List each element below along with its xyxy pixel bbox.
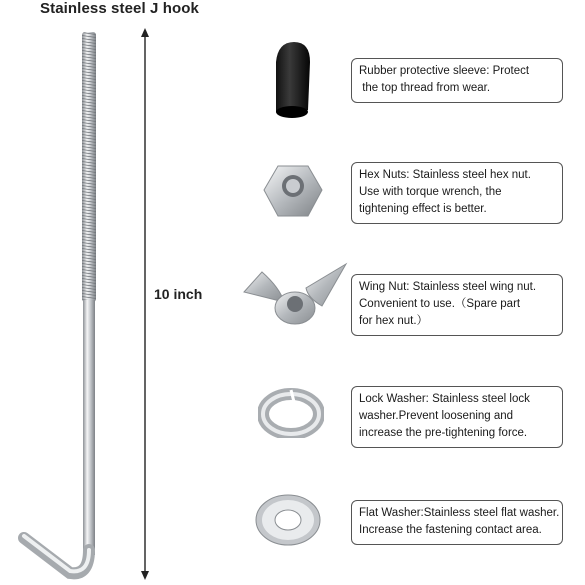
callout-line: washer.Prevent loosening and	[359, 410, 514, 422]
dimension-label: 10 inch	[154, 286, 203, 302]
callout-line: Flat Washer:Stainless steel flat washer.	[359, 507, 560, 519]
callout-line: Rubber protective sleeve: Protect	[359, 65, 530, 77]
dimension-arrow	[138, 28, 152, 580]
callout-line: Use with torque wrench, the	[359, 186, 502, 198]
callout-hex-nut	[351, 162, 563, 224]
product-title: Stainless steel J hook	[40, 0, 199, 17]
callout-line: for hex nut.）	[359, 315, 429, 327]
callout-flat-washer	[351, 500, 563, 545]
callout-line: tightening effect is better.	[359, 203, 487, 215]
callout-line: the top thread from wear.	[359, 82, 491, 94]
lock-washer-image	[258, 388, 324, 438]
rubber-sleeve-image	[270, 40, 315, 120]
hex-nut-image	[262, 162, 324, 220]
j-hook-bolt-image	[12, 20, 122, 585]
callout-line: Convenient to use.（Spare part	[359, 298, 521, 310]
wing-nut-image	[240, 258, 350, 330]
callout-wing-nut	[351, 274, 563, 336]
callout-line: Wing Nut: Stainless steel wing nut.	[359, 281, 537, 293]
callout-line: Lock Washer: Stainless steel lock	[359, 393, 530, 405]
callout-rubber-sleeve	[351, 58, 563, 103]
flat-washer-image	[252, 490, 324, 550]
callout-lock-washer	[351, 386, 563, 448]
callout-line: Hex Nuts: Stainless steel hex nut.	[359, 169, 531, 181]
callout-line: Increase the fastening contact area.	[359, 524, 542, 536]
callout-line: increase the pre-tightening force.	[359, 427, 528, 439]
